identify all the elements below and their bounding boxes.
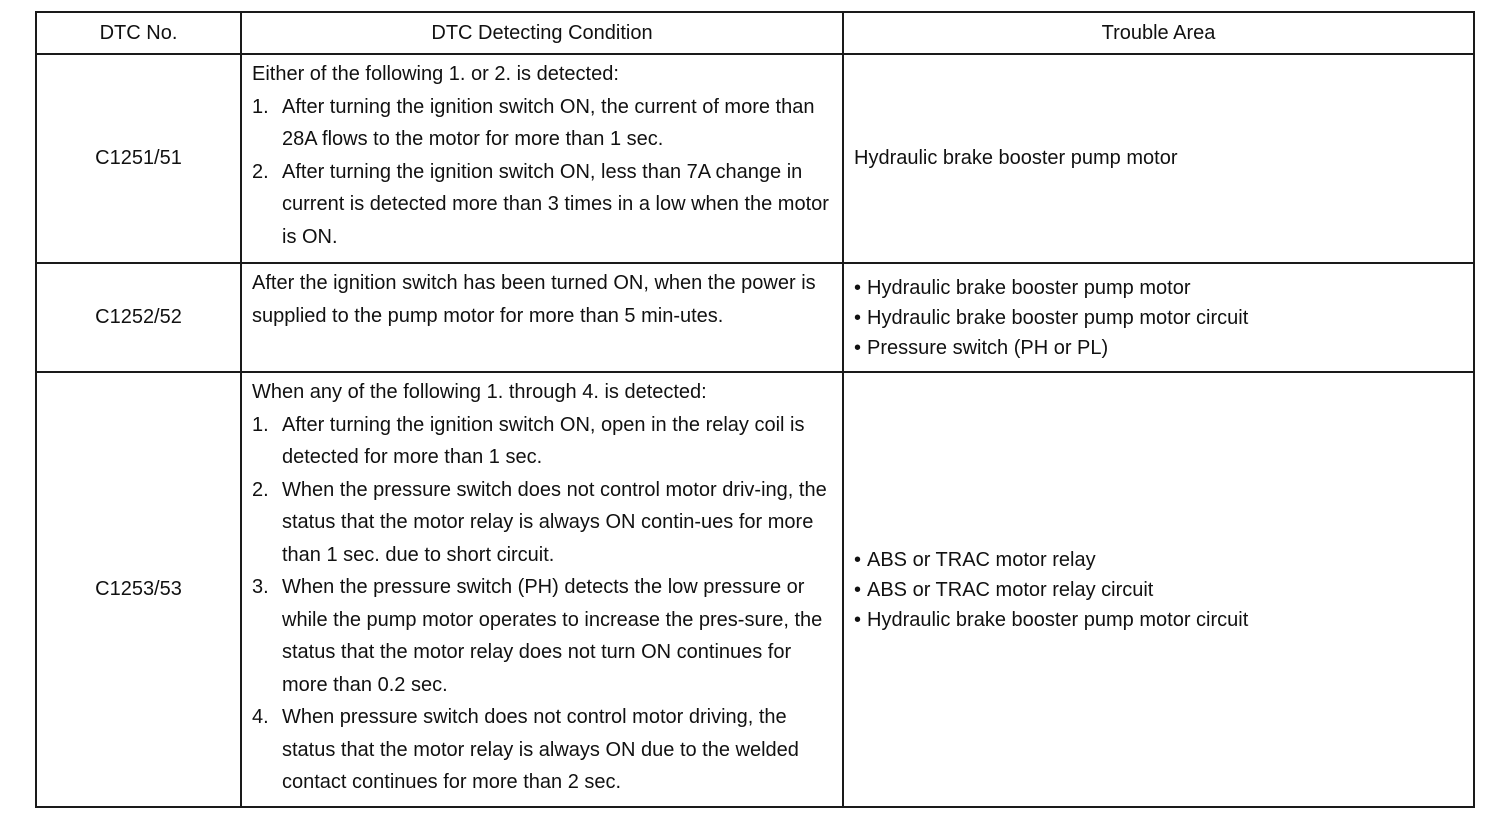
dtc-code: C1251/51: [36, 54, 241, 263]
list-item: [854, 545, 1465, 575]
dtc-code: C1253/53: [36, 372, 241, 807]
item-text: After turning the ignition switch ON, open in the relay coil is detected for more than 1 sec.: [282, 413, 805, 468]
item-number: 1.: [252, 95, 269, 118]
list-item-text: Pressure switch (PH or PL): [867, 336, 1109, 359]
item-text: When the pressure switch does not control motor driv-ing, the status that the motor relay is always ON contin-ues for more than 1 sec. due to short circuit.: [282, 478, 827, 566]
trouble-area-list: [854, 273, 1465, 363]
table-row: [36, 372, 1474, 807]
header-detecting-condition: DTC Detecting Condition: [241, 12, 843, 54]
condition-list: [252, 91, 834, 254]
condition-item: [252, 91, 834, 156]
list-item: [854, 575, 1465, 605]
detecting-condition: [241, 54, 843, 263]
bullet-icon: •: [854, 608, 862, 631]
condition-item: [252, 474, 834, 572]
trouble-area: Hydraulic brake booster pump motor: [843, 54, 1474, 263]
bullet-icon: •: [854, 578, 862, 601]
list-item: [854, 605, 1465, 635]
condition-list: [252, 409, 834, 799]
condition-item: [252, 409, 834, 474]
detecting-condition: [241, 372, 843, 807]
item-number: 3.: [252, 576, 269, 598]
header-trouble-area: Trouble Area: [843, 12, 1474, 54]
trouble-area: [843, 263, 1474, 372]
item-number: 1.: [252, 413, 269, 436]
condition-item: [252, 701, 834, 799]
list-item-text: ABS or TRAC motor relay circuit: [867, 578, 1154, 601]
list-item-text: Hydraulic brake booster pump motor circuit: [867, 608, 1249, 631]
table-header-row: [36, 12, 1474, 54]
list-item-text: Hydraulic brake booster pump motor circuit: [867, 306, 1249, 329]
condition-intro: When any of the following 1. through 4. is detected:: [252, 381, 707, 403]
table-row: [36, 263, 1474, 372]
bullet-icon: •: [854, 548, 862, 571]
item-text: When the pressure switch (PH) detects the low pressure or while the pump motor operates to increase the pres-sure, the status that the motor relay does not turn ON continues for more than 0.2 sec.: [282, 576, 823, 696]
item-text: After turning the ignition switch ON, the current of more than 28A flows to the motor for more than 1 sec.: [282, 95, 815, 150]
bullet-icon: •: [854, 276, 862, 299]
item-number: 2.: [252, 160, 269, 183]
list-item: [854, 303, 1465, 333]
item-number: 4.: [252, 706, 269, 728]
bullet-icon: •: [854, 336, 862, 359]
condition-item: [252, 156, 834, 254]
item-number: 2.: [252, 478, 269, 501]
list-item: [854, 273, 1465, 303]
item-text: When pressure switch does not control motor driving, the status that the motor relay is always ON due to the welded contact continues for more than 2 sec.: [282, 706, 799, 793]
list-item: [854, 333, 1465, 363]
bullet-icon: •: [854, 306, 862, 329]
trouble-area: [843, 372, 1474, 807]
trouble-area-list: [854, 545, 1465, 635]
table-row: [36, 54, 1474, 263]
condition-item: [252, 571, 834, 701]
header-dtc-no: DTC No.: [36, 12, 241, 54]
list-item-text: Hydraulic brake booster pump motor: [867, 276, 1191, 299]
item-text: After turning the ignition switch ON, less than 7A change in current is detected more than 3 times in a low when the motor is ON.: [282, 160, 829, 248]
dtc-table: [35, 11, 1475, 808]
condition-intro: Either of the following 1. or 2. is detected:: [252, 63, 619, 85]
dtc-code: C1252/52: [36, 263, 241, 372]
detecting-condition: After the ignition switch has been turned ON, when the power is supplied to the pump motor for more than 5 min-utes.: [241, 263, 843, 372]
list-item-text: ABS or TRAC motor relay: [867, 548, 1096, 571]
